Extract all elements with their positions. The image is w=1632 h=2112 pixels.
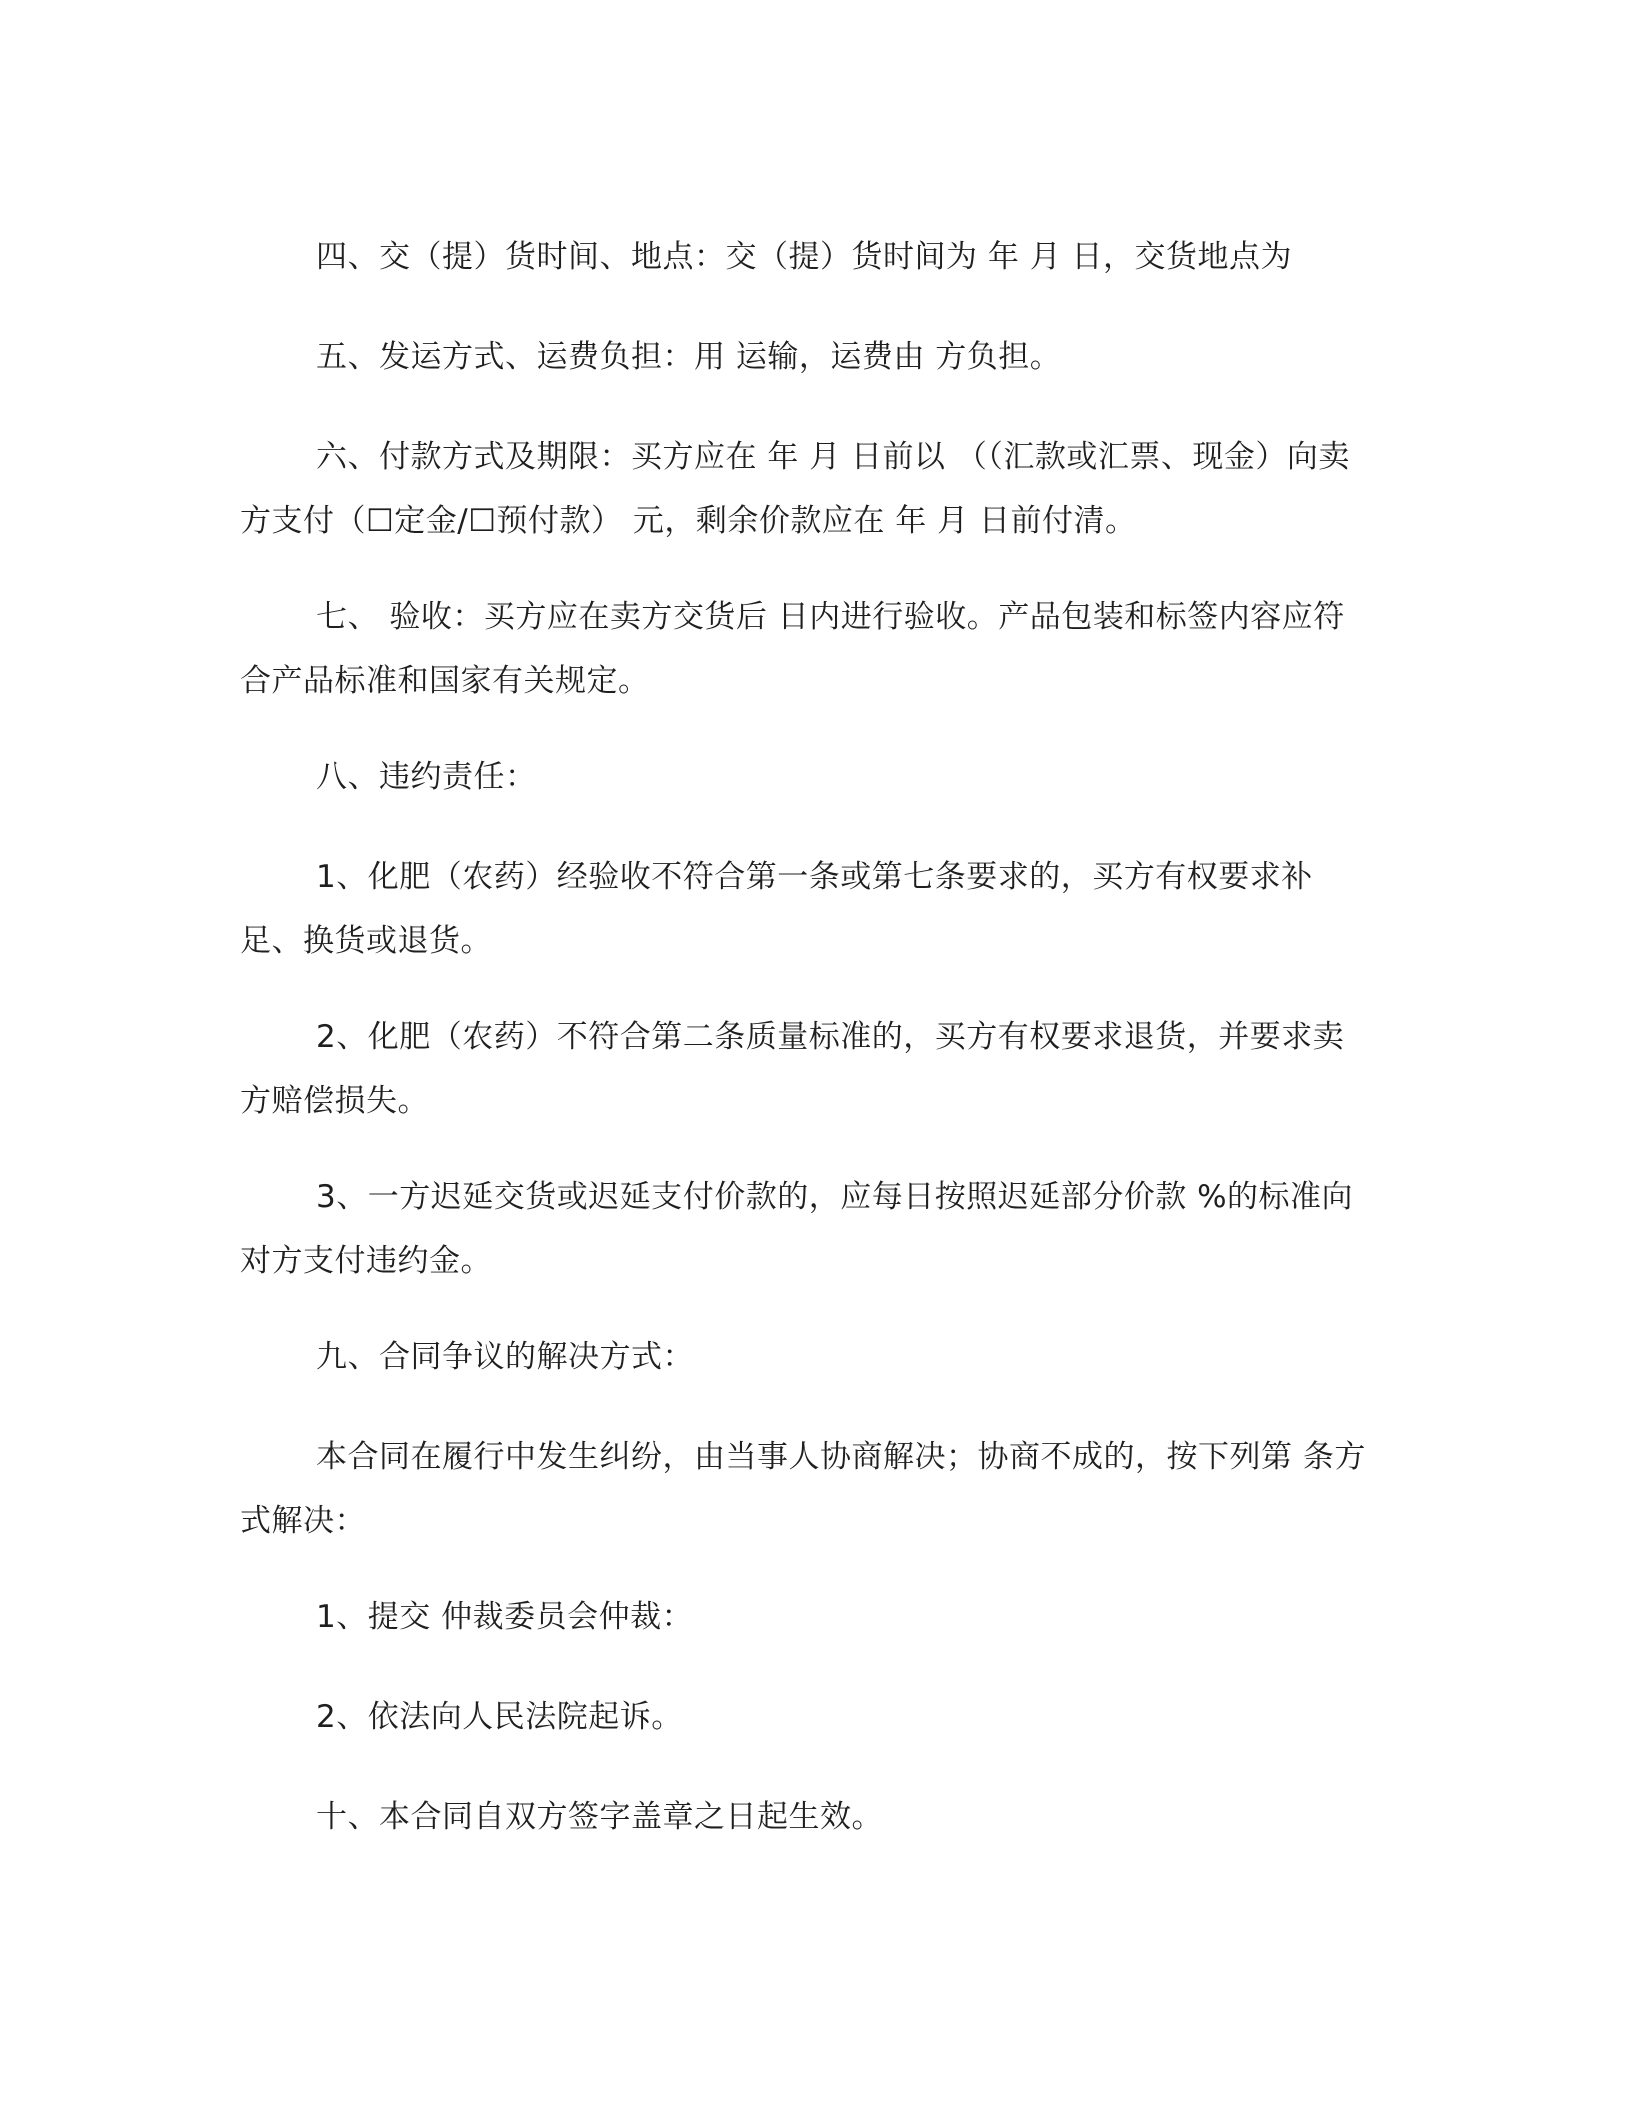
clause-4-delivery: 四、交（提）货时间、地点：交（提）货时间为 年 月 日，交货地点为 [316, 239, 1293, 275]
dispute-option-1: 1、提交 仲裁委员会仲裁： [316, 1599, 694, 1635]
clause-10-effective: 十、本合同自双方签字盖章之日起生效。 [316, 1799, 883, 1835]
liability-item-2: 2、化肥（农药）不符合第二条质量标准的，买方有权要求退货，并要求卖方赔偿损失。 [240, 1019, 1345, 1119]
clause-9-dispute-title: 九、合同争议的解决方式： [316, 1339, 694, 1375]
liability-item-1: 1、化肥（农药）经验收不符合第一条或第七条要求的，买方有权要求补足、换货或退货。 [240, 859, 1313, 959]
clause-5-shipping: 五、发运方式、运费负担：用 运输，运费由 方负担。 [316, 339, 1062, 375]
dispute-resolution-text: 本合同在履行中发生纠纷，由当事人协商解决；协商不成的，按下列第 条方式解决： [240, 1439, 1366, 1539]
clause-6-payment: 六、付款方式及期限：买方应在 年 月 日前以 （（汇款或汇票、现金）向卖方支付（☐定金/☐预付款） 元，剩余价款应在 年 月 日前付清。 [240, 439, 1350, 539]
clause-8-liability-title: 八、违约责任： [316, 759, 537, 795]
clause-7-inspection: 七、 验收：买方应在卖方交货后 日内进行验收。产品包装和标签内容应符合产品标准和国家有关规定。 [240, 599, 1345, 699]
liability-item-3: 3、一方迟延交货或迟延支付价款的，应每日按照迟延部分价款 %的标准向对方支付违约金。 [240, 1179, 1354, 1279]
dispute-option-2: 2、依法向人民法院起诉。 [316, 1699, 683, 1735]
